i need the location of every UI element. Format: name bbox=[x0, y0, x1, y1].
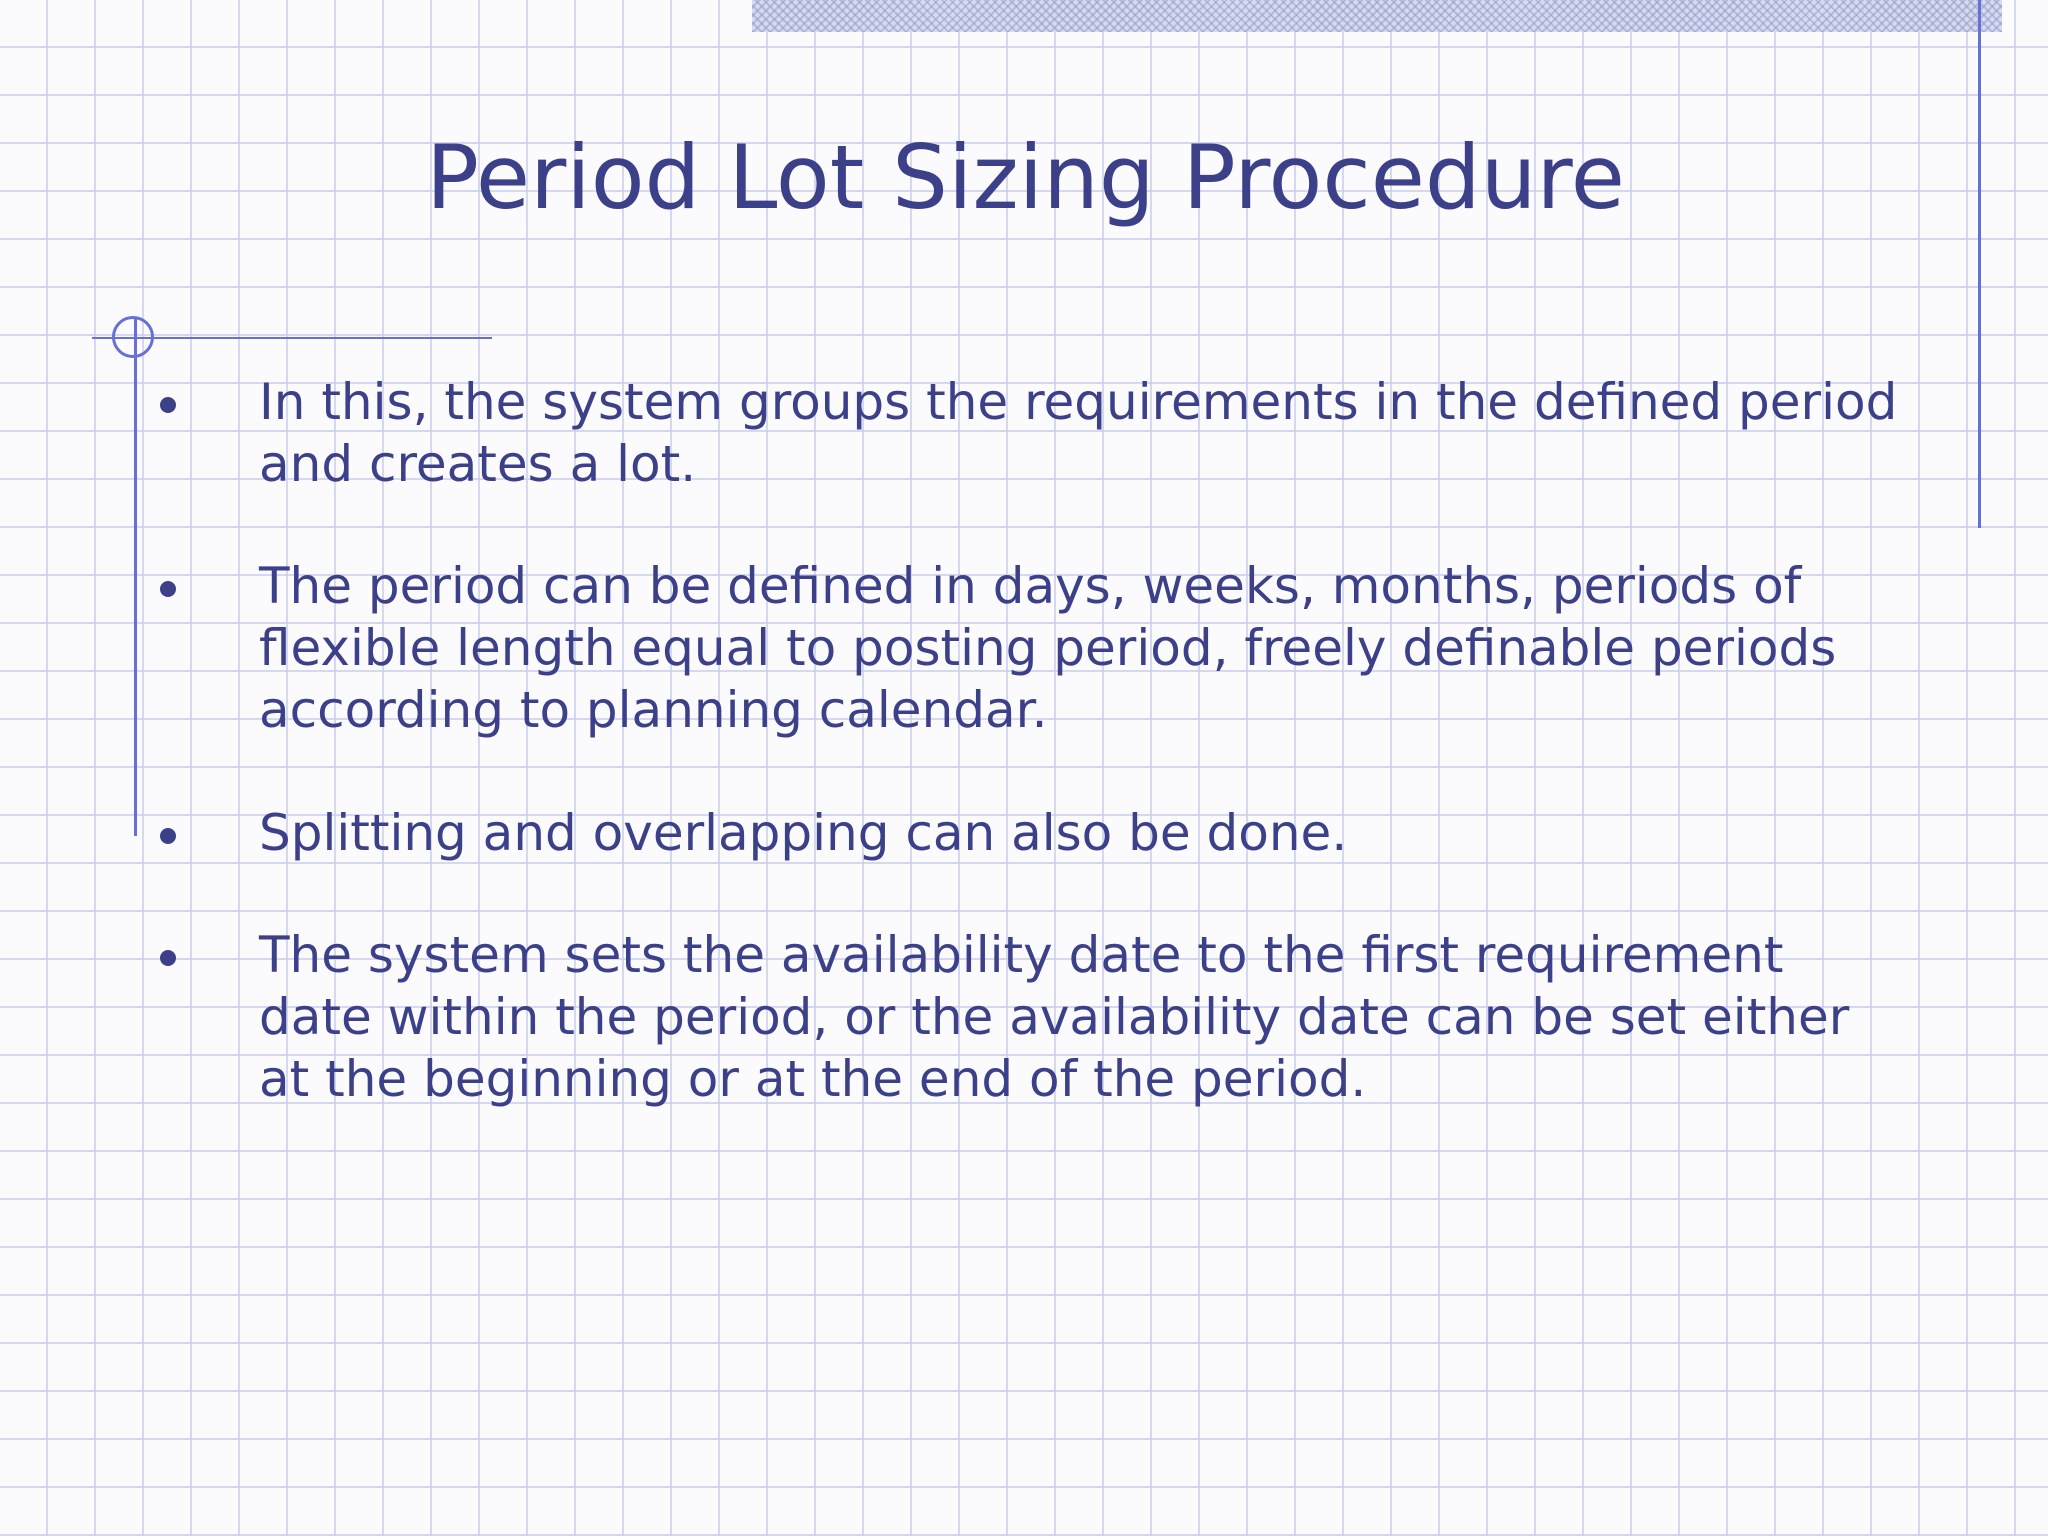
bullet-text: The system sets the availability date to the first requirement date within the period, or the availability date can be set either at the beginning or at the end of the period. bbox=[259, 926, 1850, 1108]
slide-title: Period Lot Sizing Procedure bbox=[426, 126, 1625, 229]
bullet-dot-icon bbox=[160, 828, 176, 844]
bullet-dot-icon bbox=[160, 950, 176, 966]
bullet-dot-icon bbox=[160, 581, 176, 597]
bullet-text: Splitting and overlapping can also be done. bbox=[259, 804, 1348, 862]
bullet-text: In this, the system groups the requirements in the defined period and creates a lot. bbox=[259, 373, 1898, 493]
bullet-text: The period can be defined in days, weeks, months, periods of flexible length equal to posting period, freely definable periods according to planning calendar. bbox=[259, 557, 1837, 739]
bullet-dot-icon bbox=[160, 397, 176, 413]
